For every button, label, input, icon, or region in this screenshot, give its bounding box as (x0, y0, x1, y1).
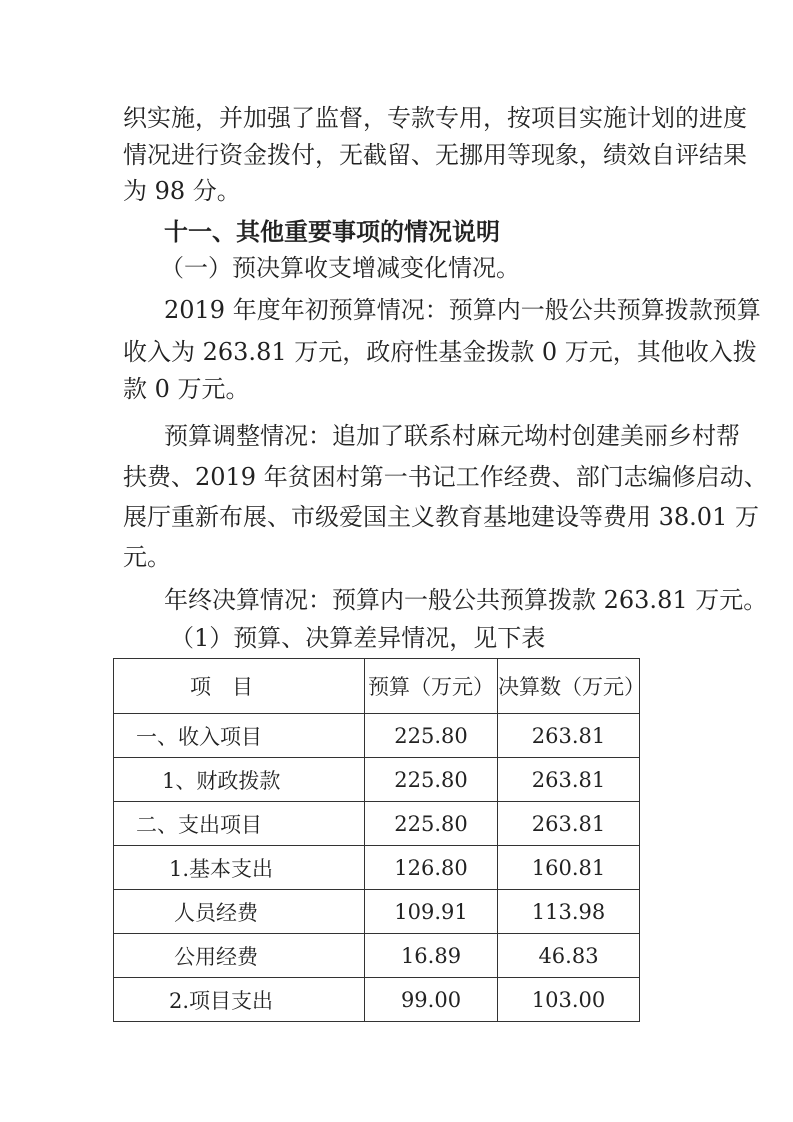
paragraph-line: 款 0 万元。 (123, 375, 250, 403)
table-row (114, 978, 640, 1022)
row-final: 160.81 (498, 846, 640, 890)
row-final: 263.81 (498, 802, 640, 846)
row-budget: 16.89 (365, 934, 498, 978)
row-budget: 126.80 (365, 846, 498, 890)
paragraph-line: 预算调整情况：追加了联系村麻元坳村创建美丽乡村帮 (164, 422, 740, 450)
header-item: 项 目 (114, 659, 365, 714)
row-budget: 109.91 (365, 890, 498, 934)
table-row (114, 890, 640, 934)
row-label: 公用经费 (114, 934, 365, 978)
paragraph-line: 年终决算情况：预算内一般公共预算拨款 263.81 万元。 (164, 586, 768, 614)
paragraph-line: 元。 (123, 543, 171, 571)
row-budget: 225.80 (365, 802, 498, 846)
row-final: 263.81 (498, 714, 640, 758)
header-final: 决算数（万元） (498, 659, 640, 714)
row-label: 2.项目支出 (114, 978, 365, 1022)
table-row (114, 758, 640, 802)
row-label: 1、财政拨款 (114, 758, 365, 802)
paragraph-line: 2019 年度年初预算情况：预算内一般公共预算拨款预算 (164, 296, 761, 324)
table-row (114, 714, 640, 758)
section-heading: 十一、其他重要事项的情况说明 (164, 218, 500, 246)
table-caption: （1）预算、决算差异情况，见下表 (170, 624, 546, 652)
row-final: 113.98 (498, 890, 640, 934)
row-budget: 225.80 (365, 758, 498, 802)
paragraph-line: 情况进行资金拨付，无截留、无挪用等现象，绩效自评结果 (123, 141, 747, 169)
row-final: 263.81 (498, 758, 640, 802)
budget-table (113, 658, 645, 1022)
paragraph-line: 织实施，并加强了监督，专款专用，按项目实施计划的进度 (123, 104, 747, 132)
row-label: 人员经费 (114, 890, 365, 934)
table-header-row (114, 659, 640, 714)
table-row (114, 802, 640, 846)
table-row (114, 934, 640, 978)
row-final: 103.00 (498, 978, 640, 1022)
row-label: 二、支出项目 (114, 802, 365, 846)
subsection-heading: （一）预决算收支增减变化情况。 (160, 254, 520, 282)
paragraph-line: 展厅重新布展、市级爱国主义教育基地建设等费用 38.01 万 (123, 503, 759, 531)
paragraph-line: 扶费、2019 年贫困村第一书记工作经费、部门志编修启动、 (123, 463, 768, 491)
paragraph-line: 为 98 分。 (123, 177, 241, 205)
header-budget: 预算（万元） (365, 659, 498, 714)
row-label: 一、收入项目 (114, 714, 365, 758)
row-final: 46.83 (498, 934, 640, 978)
table-row (114, 846, 640, 890)
row-budget: 225.80 (365, 714, 498, 758)
row-budget: 99.00 (365, 978, 498, 1022)
paragraph-line: 收入为 263.81 万元，政府性基金拨款 0 万元，其他收入拨 (123, 338, 757, 366)
row-label: 1.基本支出 (114, 846, 365, 890)
